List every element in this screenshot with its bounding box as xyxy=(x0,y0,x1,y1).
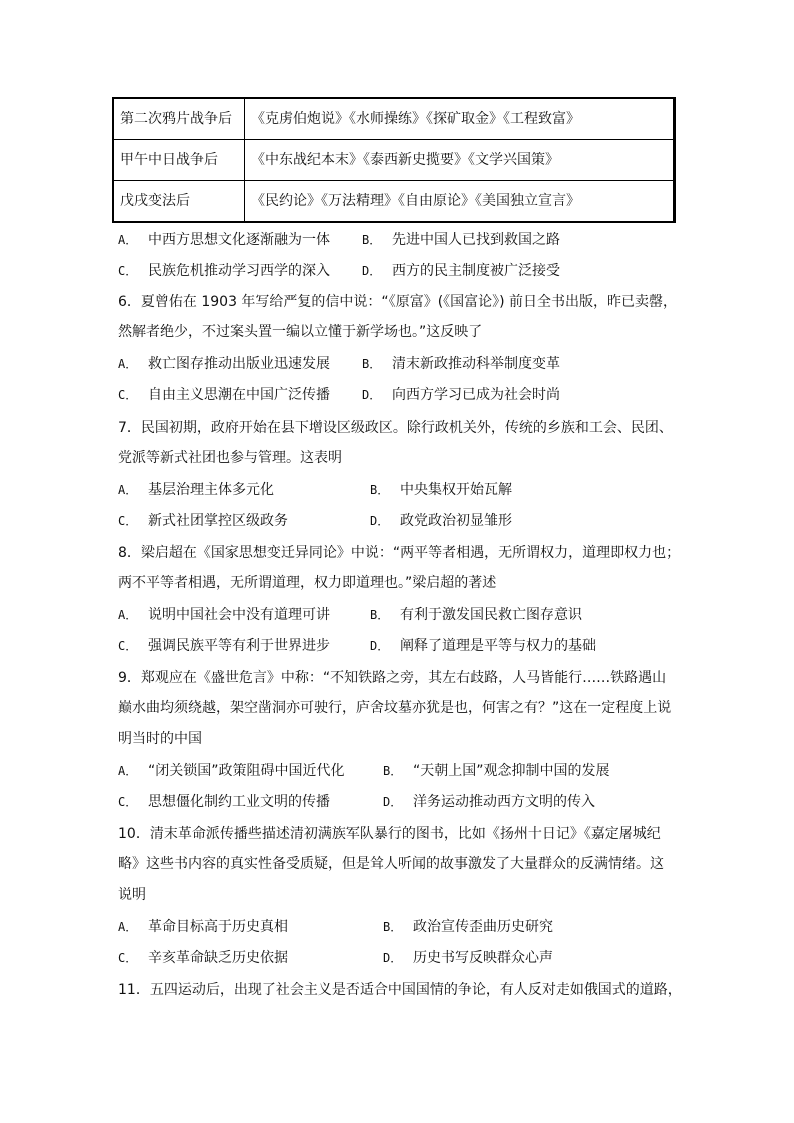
q7-stem-line-1: 7．民国初期，政府开始在县下增设区级政区。除行政机关外，传统的乡族和工会、民团、 xyxy=(118,420,673,436)
q9-stem-line-1: 9．郑观应在《盛世危言》中称：“不知铁路之旁，其左右歧路，人马皆能行……铁路遇山 xyxy=(118,670,667,686)
q9-option-b: B． “天朝上国”观念抑制中国的发展 xyxy=(383,763,610,779)
q8-option-c: C． 强调民族平等有利于世界进步 xyxy=(118,638,330,654)
books-cell: 《民约论》《万法精理》《自由原论》《美国独立宣言》 xyxy=(245,181,675,223)
q9-option-c: C． 思想僵化制约工业文明的传播 xyxy=(118,794,330,810)
q6-option-a: A． 救亡图存推动出版业迅速发展 xyxy=(118,356,330,372)
q11-stem-line-1: 11．五四运动后，出现了社会主义是否适合中国国情的争论，有人反对走如俄国式的道路， xyxy=(118,982,682,998)
q10-option-d: D． 历史书写反映群众心声 xyxy=(383,950,553,966)
era-cell: 甲午中日战争后 xyxy=(113,140,245,181)
era-cell: 第二次鸦片战争后 xyxy=(113,98,245,140)
q6-option-c: C． 自由主义思潮在中国广泛传播 xyxy=(118,387,330,403)
q10-option-c: C． 辛亥革命缺乏历史依据 xyxy=(118,950,288,966)
q7-option-c: C． 新式社团掌控区级政务 xyxy=(118,513,288,529)
table-row xyxy=(113,98,675,140)
q8-option-d: D． 阐释了道理是平等与权力的基础 xyxy=(370,638,596,654)
q7-option-b: B． 中央集权开始瓦解 xyxy=(370,482,512,498)
q10-stem-line-3: 说明 xyxy=(118,887,146,903)
q10-stem-line-2: 略》这些书内容的真实性备受质疑，但是耸人听闻的故事激发了大量群众的反满情绪。这 xyxy=(118,856,664,872)
q8-stem-line-1: 8．梁启超在《国家思想变迁异同论》中说：“两平等者相遇，无所谓权力，道理即权力也； xyxy=(118,545,681,561)
q9-stem-line-2: 巅水曲均须绕越，架空凿洞亦可驶行，庐舍坟墓亦犹是也，何害之有？”这在一定程度上说 xyxy=(118,700,672,716)
q7-option-d: D． 政党政治初显雏形 xyxy=(370,513,512,529)
q5-option-d: D． 西方的民主制度被广泛接受 xyxy=(362,263,560,279)
era-books-table xyxy=(112,97,676,223)
q8-stem-line-2: 两不平等者相遇，无所谓道理，权力即道理也。”梁启超的著述 xyxy=(118,575,497,591)
q5-option-c: C． 民族危机推动学习西学的深入 xyxy=(118,263,330,279)
q9-option-d: D． 洋务运动推动西方文明的传入 xyxy=(383,794,595,810)
q6-option-b: B． 清末新政推动科举制度变革 xyxy=(362,356,560,372)
q6-option-d: D． 向西方学习已成为社会时尚 xyxy=(362,387,560,403)
table-row xyxy=(113,181,675,223)
q10-option-a: A． 革命目标高于历史真相 xyxy=(118,919,288,935)
table-row xyxy=(113,140,675,181)
q10-stem-line-1: 10．清末革命派传播些描述清初满族军队暴行的图书，比如《扬州十日记》《嘉定屠城纪 xyxy=(118,826,661,842)
q8-option-b: B． 有利于激发国民救亡图存意识 xyxy=(370,607,582,623)
books-cell: 《中东战纪本末》《泰西新史揽要》《文学兴国策》 xyxy=(245,140,675,181)
q5-option-a: A． 中西方思想文化逐渐融为一体 xyxy=(118,232,330,248)
q7-option-a: A． 基层治理主体多元化 xyxy=(118,482,274,498)
q6-stem-line-1: 6．夏曾佑在 1903 年写给严复的信中说：“《原富》(《国富论》) 前日全书出版，昨已卖罄， xyxy=(118,294,678,310)
q10-option-b: B． 政治宣传歪曲历史研究 xyxy=(383,919,553,935)
q9-option-a: A． “闭关锁国”政策阻碍中国近代化 xyxy=(118,763,345,779)
q6-stem-line-2: 然解者绝少，不过案头置一编以立懂于新学场也。”这反映了 xyxy=(118,324,483,340)
q5-option-b: B． 先进中国人已找到救国之路 xyxy=(362,232,560,248)
q7-stem-line-2: 党派等新式社团也参与管理。这表明 xyxy=(118,450,342,466)
q8-option-a: A． 说明中国社会中没有道理可讲 xyxy=(118,607,330,623)
books-cell: 《克虏伯炮说》《水师操练》《探矿取金》《工程致富》 xyxy=(245,98,675,140)
q9-stem-line-3: 明当时的中国 xyxy=(118,731,202,747)
era-cell: 戊戌变法后 xyxy=(113,181,245,223)
